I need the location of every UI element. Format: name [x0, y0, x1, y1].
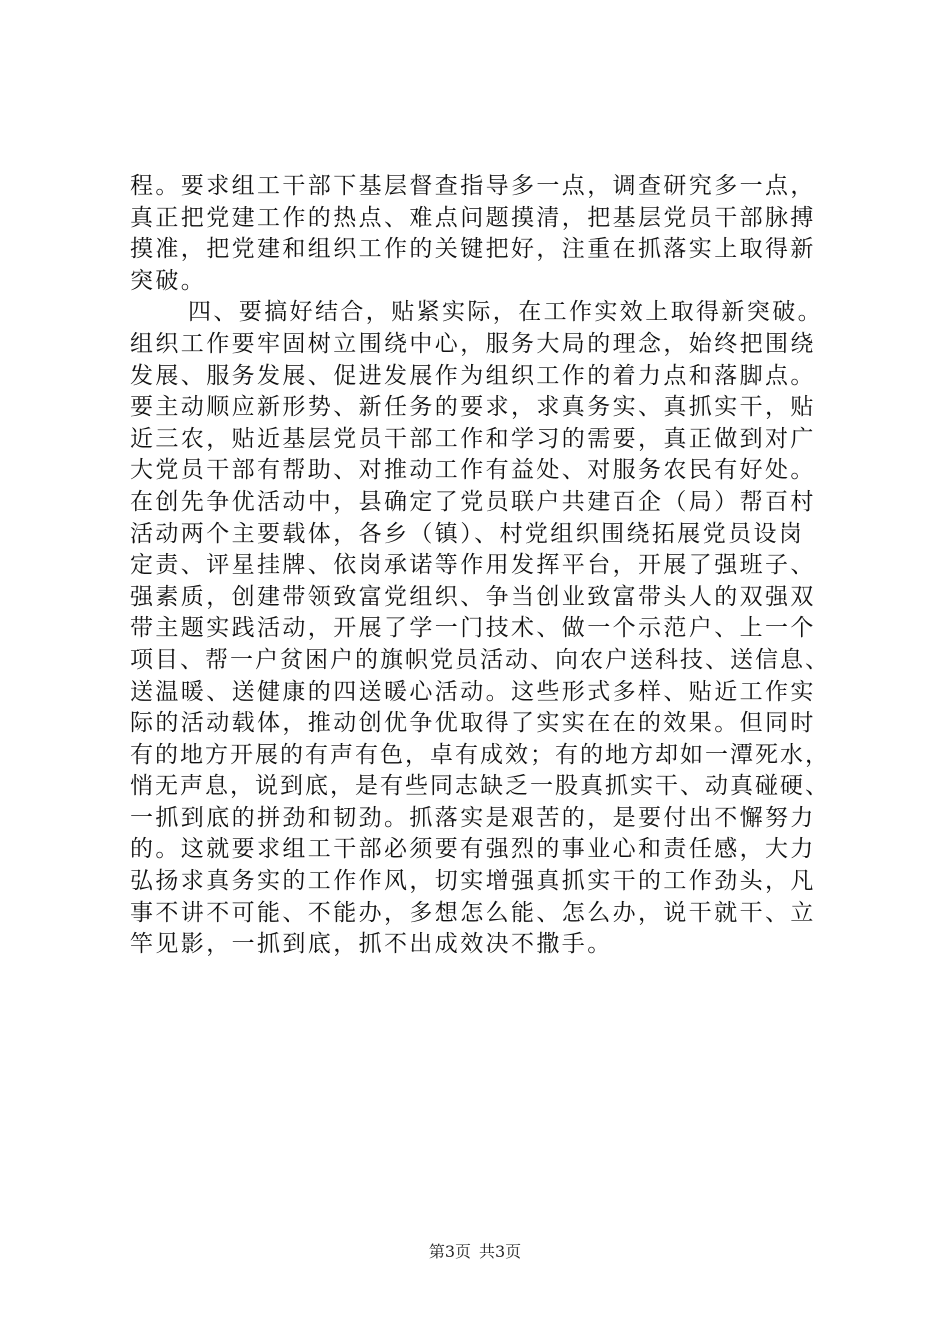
text-line: 带主题实践活动，开展了学一门技术、做一个示范户、上一个	[130, 615, 816, 642]
page-number: 第3页	[428, 1242, 471, 1261]
text-line: 发展、服务发展、促进发展作为组织工作的着力点和落脚点。	[130, 362, 816, 389]
text-line: 有的地方开展的有声有色，卓有成效；有的地方却如一潭死水，	[130, 741, 830, 768]
text-line: 悄无声息，说到底，是有些同志缺乏一股真抓实干、动真碰硬、	[130, 773, 830, 800]
text-line: 一抓到底的拼劲和韧劲。抓落实是艰苦的，是要付出不懈努力	[130, 804, 816, 831]
page-footer	[0, 1242, 950, 1262]
text-line: 突破。	[130, 267, 207, 294]
text-line: 在创先争优活动中，县确定了党员联户共建百企（局）帮百村	[130, 488, 816, 515]
text-line: 强素质，创建带领致富党组织、争当创业致富带头人的双强双	[130, 583, 816, 610]
text-line: 摸准，把党建和组织工作的关键把好，注重在抓落实上取得新	[130, 236, 816, 263]
text-line: 活动两个主要载体，各乡（镇）、村党组织围绕拓展党员设岗	[130, 520, 805, 547]
text-line: 竿见影，一抓到底，抓不出成效决不撒手。	[130, 931, 613, 958]
document-body	[130, 171, 830, 961]
text-line: 定责、评星挂牌、依岗承诺等作用发挥平台，开展了强班子、	[130, 552, 816, 579]
text-line: 项目、帮一户贫困户的旗帜党员活动、向农户送科技、送信息、	[130, 646, 830, 673]
text-line: 的。这就要求组工干部必须要有强烈的事业心和责任感，大力	[130, 836, 816, 863]
text-line: 组织工作要牢固树立围绕中心，服务大局的理念，始终把围绕	[130, 330, 816, 357]
text-line: 真正把党建工作的热点、难点问题摸清，把基层党员干部脉搏	[130, 204, 816, 231]
text-line: 大党员干部有帮助、对推动工作有益处、对服务农民有好处。	[130, 457, 816, 484]
text-line: 事不讲不可能、不能办，多想怎么能、怎么办，说干就干、立	[130, 899, 816, 926]
text-line: 要主动顺应新形势、新任务的要求，求真务实、真抓实干，贴	[130, 394, 816, 421]
page-total: 共3页	[479, 1242, 522, 1261]
text-line: 程。要求组工干部下基层督查指导多一点，调查研究多一点，	[130, 173, 816, 199]
text-line: 送温暖、送健康的四送暖心活动。这些形式多样、贴近工作实	[130, 678, 816, 705]
text-line: 弘扬求真务实的工作作风，切实增强真抓实干的工作劲头，凡	[130, 868, 816, 895]
paragraph-heading-line: 四、要搞好结合，贴紧实际，在工作实效上取得新突破。	[188, 299, 823, 326]
text-line: 际的活动载体，推动创优争优取得了实实在在的效果。但同时	[130, 710, 816, 737]
text-line: 近三农，贴近基层党员干部工作和学习的需要，真正做到对广	[130, 425, 816, 452]
